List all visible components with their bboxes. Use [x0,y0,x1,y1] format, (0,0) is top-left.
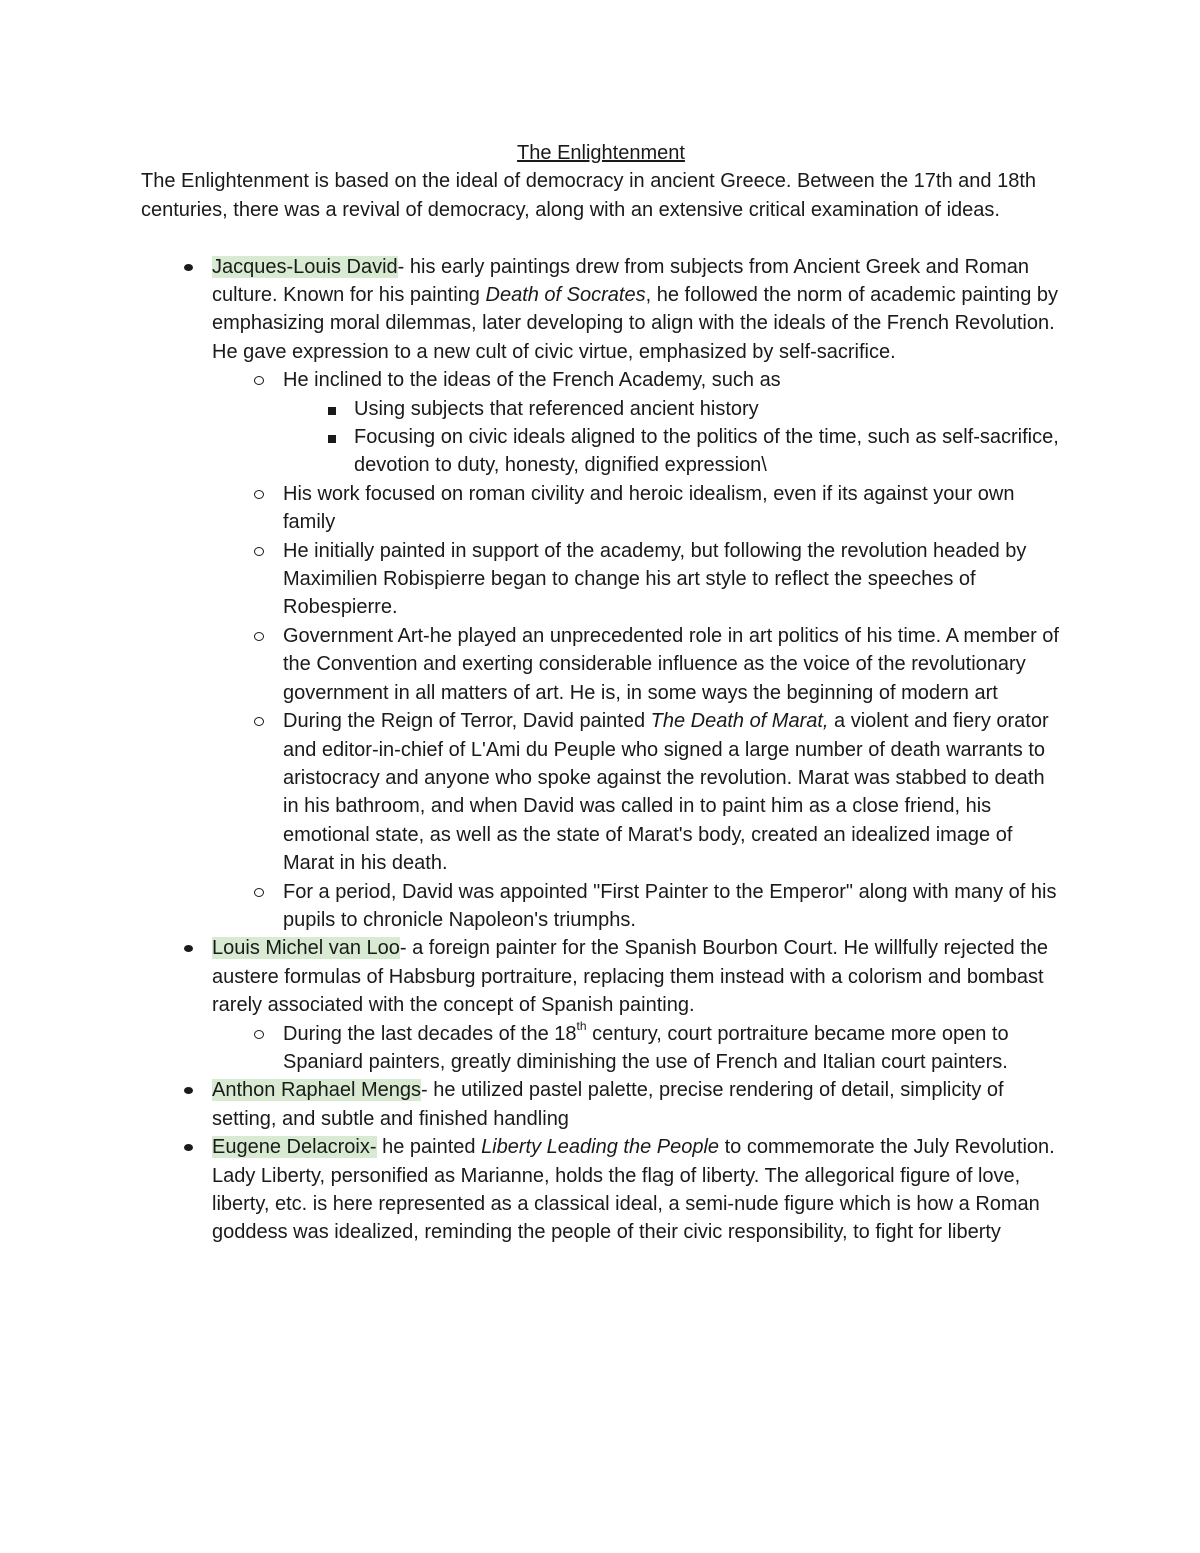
list-text: He inclined to the ideas of the French Academy, such as [283,369,781,392]
painting-title: Liberty Leading the People [481,1136,720,1159]
painting-title: Death of Socrates [485,284,646,307]
sub-sub-list [283,395,1061,480]
sub-list-item [212,1020,1061,1077]
list-text: Using subjects that referenced ancient history [354,397,759,420]
page-title: The Enlightenment [517,142,685,164]
list-text: During the last decades of the 18 [283,1022,577,1045]
list-text: - a foreign painter for the Spanish Bourbon Court. He willfully rejected the austere formulas of Habsburg portraiture, replacing them instead with a colorism and bombast rarely associated with the concept of Spanish painting. [212,937,1049,1017]
artist-name-highlight: Louis Michel van Loo [212,937,400,960]
document-body [141,139,1061,1247]
list-text: For a period, David was appointed "First Painter to the Emperor" along with many of his pupils to chronicle Napoleon's triumphs. [283,880,1057,931]
sub-list-item [212,878,1061,935]
list-text: Government Art-he played an unprecedented role in art politics of his time. A member of the Convention and exerting considerable influence as the voice of the revolutionary government in all matters of art. He is, in some ways the beginning of modern art [283,624,1059,704]
list-text: century, court portraiture became more open to Spaniard painters, greatly diminishing the use of French and Italian court painters. [283,1022,1009,1073]
sub-list-item [212,537,1061,622]
painting-title: The Death of Marat, [650,710,829,733]
artist-list [141,253,1061,1247]
artist-name-highlight: Anthon Raphael Mengs [212,1079,422,1102]
artist-name-highlight: Jacques-Louis David [212,255,398,278]
sub-list-item [212,366,1061,480]
list-text: His work focused on roman civility and heroic idealism, even if its against your own family [283,482,1015,534]
list-text: - he utilized pastel palette, precise rendering of detail, simplicity of setting, and subtle and finished handling [212,1079,1004,1130]
list-text: - his early paintings drew from subjects from Ancient Greek and Roman culture. Known for his painting [212,255,1030,307]
sub-list [212,1020,1061,1077]
list-text: He initially painted in support of the academy, but following the revolution headed by Maximilien Robispierre began to change his art style to reflect the speeches of Robespierre. [283,539,1027,619]
sub-list-item [212,707,1061,877]
sub-list-item [212,622,1061,707]
list-text: , he followed the norm of academic painting by emphasizing moral dilemmas, later developing to align with the ideals of the French Revolution. He gave expression to a new cult of civic virtue, emphasized by self-sacrifice. [212,284,1059,363]
sub-list [212,366,1061,934]
list-text: a violent and fiery orator and editor-in-chief of L'Ami du Peuple who signed a large number of death warrants to aristocracy and anyone who spoke against the revolution. Marat was stabbed to death in his bathroom, and when David was called in to paint him as a close friend, his emotional state, as well as the state of Marat's body, created an idealized image of Marat in his death. [283,710,1049,875]
list-text: Focusing on civic ideals aligned to the politics of the time, such as self-sacrifice, devotion to duty, honesty, dignified expression\ [354,426,1059,477]
list-text: he painted [376,1136,482,1159]
sub-list-item [212,480,1061,537]
list-text: to commemorate the July Revolution. Lady Liberty, personified as Marianne, holds the flag of liberty. The allegorical figure of love, liberty, etc. is here represented as a classical ideal, a semi-nude figure which is how a Roman goddess was idealized, reminding the people of their civic responsibility, to fight for liberty [212,1136,1055,1244]
list-item-delacroix [141,1133,1061,1247]
superscript: th [576,1018,587,1033]
sub-sub-list-item [283,395,1061,423]
list-item-mengs [141,1076,1061,1133]
list-text: During the Reign of Terror, David painted [283,710,651,733]
intro-paragraph: The Enlightenment is based on the ideal of democracy in ancient Greece. Between the 17th and 18th centuries, there was a revival of democracy, along with an extensive critical examination of ideas. [141,170,1037,221]
artist-name-highlight: Eugene Delacroix- [212,1136,377,1159]
list-item-david [141,253,1061,935]
sub-sub-list-item [283,423,1061,480]
list-item-vanloo [141,934,1061,1076]
